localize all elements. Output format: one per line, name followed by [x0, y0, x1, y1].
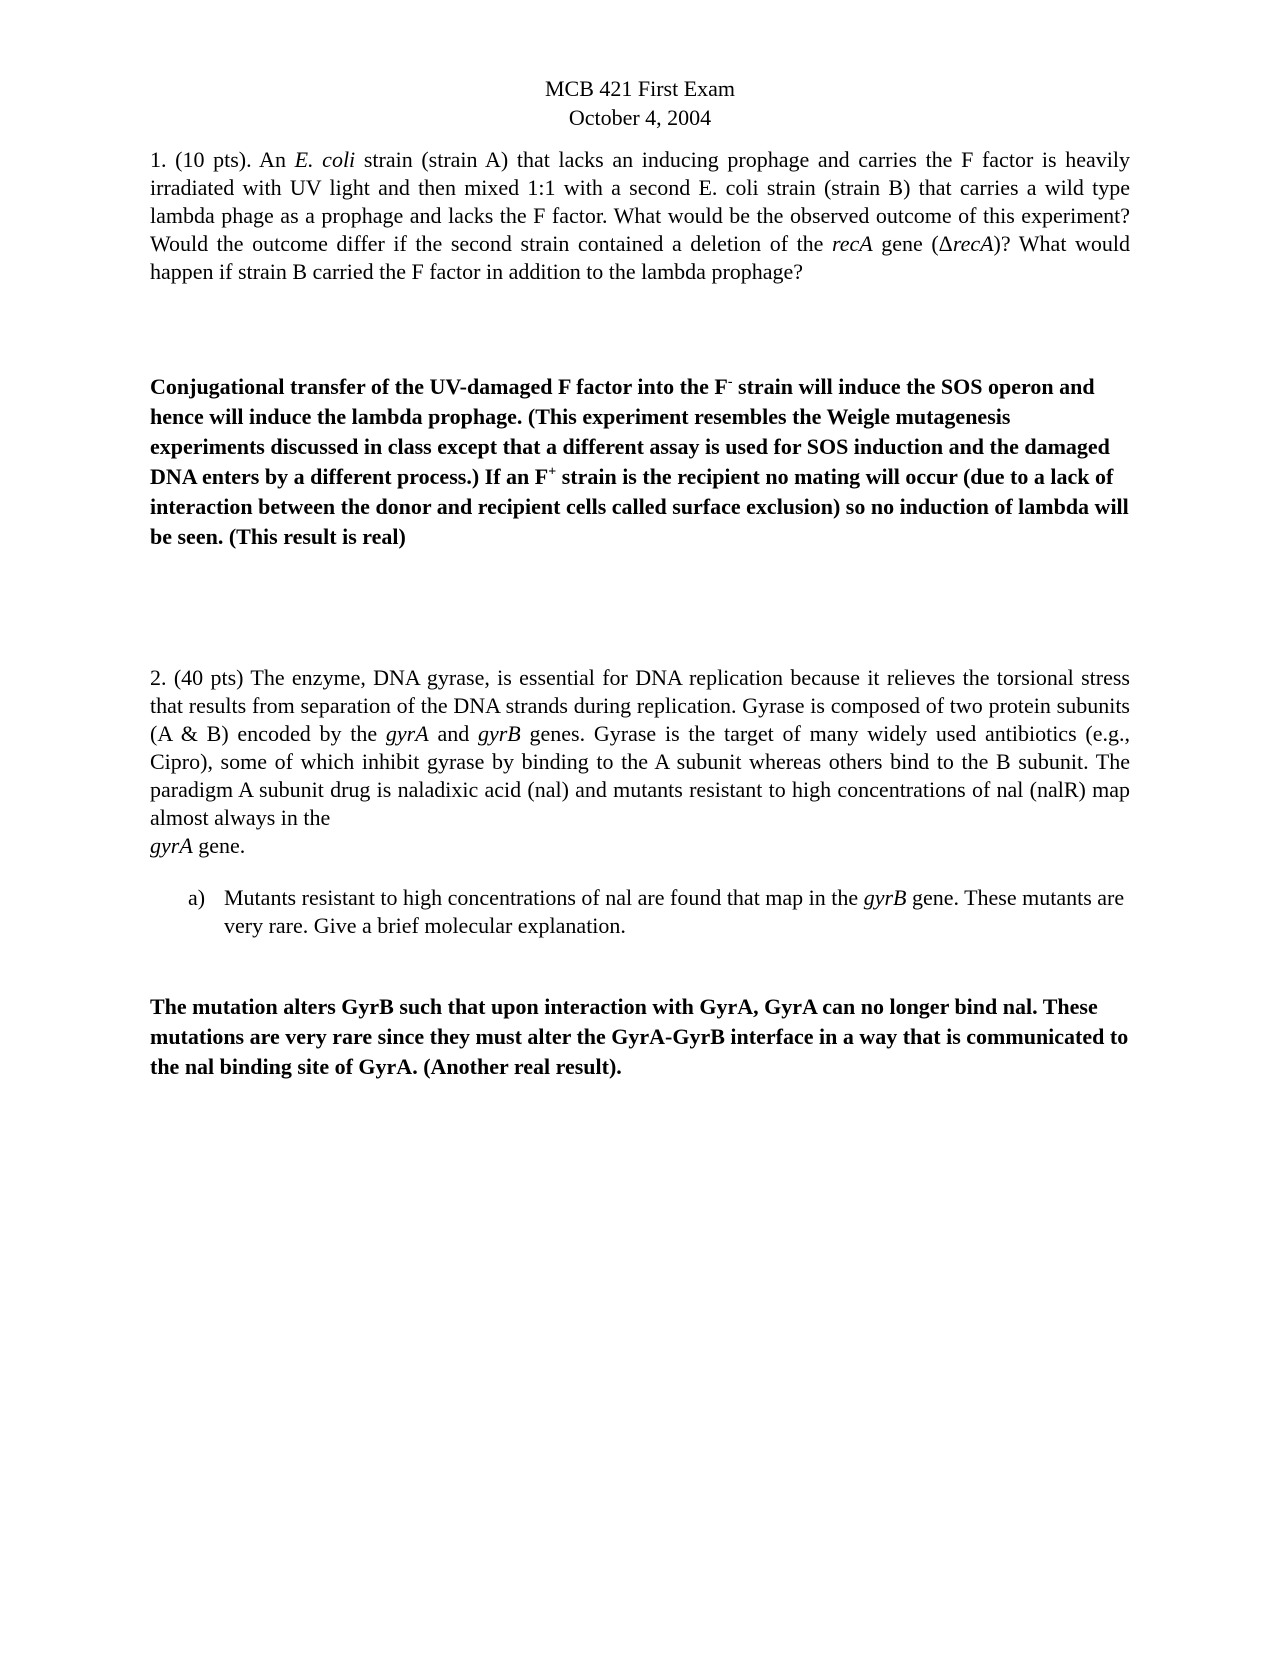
q2-text: 2. (40 pts) The enzyme, DNA gyrase, is essential for DNA replication because it relieves the torsional stress that results from separation of the DNA strands during replication. Gyrase is composed of two protein subunits (A & B) encoded by the — [150, 665, 1130, 746]
q2a-text: gene. These mutants are very rare. Give a brief molecular explanation. — [224, 885, 1125, 938]
q1-gene: recA — [952, 231, 994, 256]
q2-gene: gyrB — [477, 721, 521, 746]
question-2a — [188, 884, 1130, 940]
q1-gene: recA — [832, 231, 873, 256]
sub-question-text — [224, 884, 1130, 940]
a1-text: Conjugational transfer of the UV-damaged F factor into the F — [150, 374, 728, 399]
exam-title: MCB 421 First Exam — [544, 76, 736, 101]
a1-text: strain will induce the SOS operon and hence will induce the lambda prophage. (This experiment resembles the Weigle mutagenesis experiments discussed in class except that a different assay is used for SOS induction and the damaged DNA enters by a different process.) If an F — [150, 374, 1110, 489]
answer-1 — [150, 372, 1130, 552]
q1-text: strain (strain A) that lacks an inducing prophage and carries the F factor is heavily irradiated with UV light and then mixed 1:1 with a second E. coli strain (strain B) that carries a wild type lambda phage as a prophage and lacks the F factor. What would be the observed outcome of this experiment? Would the outcome differ if the second strain contained a deletion of the — [150, 147, 1130, 256]
exam-date: October 4, 2004 — [568, 105, 712, 130]
q2a-gene: gyrB — [863, 885, 907, 910]
q2-text: and — [428, 721, 478, 746]
q2-gene: gyrA — [385, 721, 429, 746]
sub-question-label: a) — [188, 885, 206, 910]
answer-2a: The mutation alters GyrB such that upon interaction with GyrA, GyrA can no longer bind nal. These mutations are very rare since they must alter the GyrA-GyrB interface in a way that is communicated to the nal binding site of GyrA. (Another real result). — [150, 994, 1129, 1079]
a1-text: strain is the recipient no mating will occur (due to a lack of interaction between the donor and recipient cells called surface exclusion) so no induction of lambda will be seen. (This result is real) — [150, 464, 1129, 549]
q1-text: )? What would happen if strain B carried the F factor in addition to the lambda prophage? — [150, 231, 1130, 284]
question-2 — [150, 664, 1130, 860]
a1-superscript: - — [727, 374, 733, 390]
q1-text: gene (Δ — [872, 231, 953, 256]
question-1 — [150, 146, 1130, 286]
q1-species: E. coli — [294, 147, 356, 172]
q2-text: gene. — [192, 833, 246, 858]
a1-superscript: + — [548, 464, 557, 480]
q2a-text: Mutants resistant to high concentrations of nal are found that map in the — [224, 885, 864, 910]
q1-text: 1. (10 pts). An — [150, 147, 295, 172]
q2-text: genes. Gyrase is the target of many widely used antibiotics (e.g., Cipro), some of which inhibit gyrase by binding to the A subunit whereas others bind to the B subunit. The paradigm A subunit drug is naladixic acid (nal) and mutants resistant to high concentrations of nal (nalR) map almost always in the — [150, 721, 1130, 830]
exam-page — [150, 74, 1130, 1082]
q2-gene: gyrA — [150, 833, 193, 858]
exam-header — [150, 74, 1130, 132]
